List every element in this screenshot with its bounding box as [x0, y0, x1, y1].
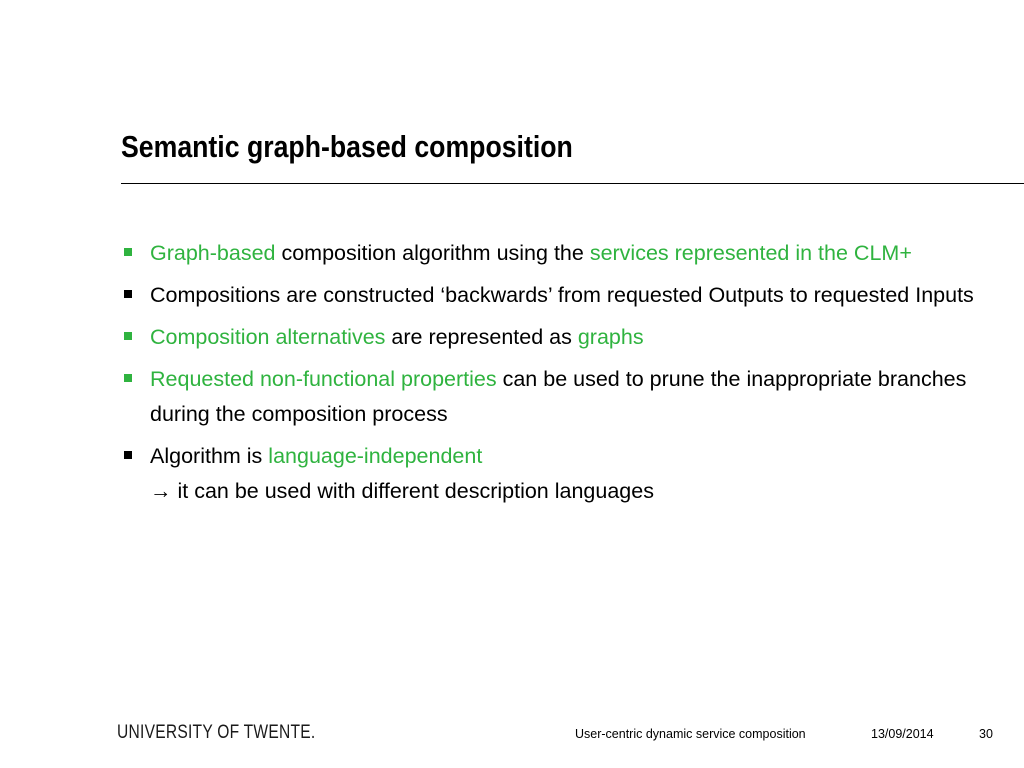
- bullet-item: [121, 362, 1001, 432]
- bullet-text-segment: language-independent: [268, 444, 483, 468]
- bullet-second-line: → it can be used with different description languages: [150, 479, 654, 503]
- page-number: 30: [979, 727, 993, 741]
- title-divider: [121, 183, 1024, 184]
- bullet-text-segment: graphs: [577, 325, 644, 349]
- bullet-text-segment: Compositions are constructed ‘backwards’ from requested Outputs to requested Inputs: [150, 283, 974, 307]
- square-bullet-icon: [124, 451, 132, 459]
- bullet-text-segment: composition algorithm using the: [275, 241, 590, 265]
- bullet-item: [121, 320, 1001, 355]
- bullet-text-segment: services represented in the CLM+: [589, 241, 912, 265]
- bullet-text-segment: Graph-based: [150, 241, 276, 265]
- bullet-list: [121, 236, 1001, 516]
- bullet-text-segment: Composition alternatives: [150, 325, 386, 349]
- bullet-item: [121, 236, 1001, 271]
- footer-presentation-title: User-centric dynamic service composition: [575, 727, 806, 741]
- square-bullet-icon: [124, 332, 132, 340]
- square-bullet-icon: [124, 290, 132, 298]
- bullet-item: [121, 278, 1001, 313]
- bullet-text-segment: are represented as: [385, 325, 578, 349]
- footer-date: 13/09/2014: [871, 727, 934, 741]
- square-bullet-icon: [124, 248, 132, 256]
- slide-title: Semantic graph-based composition: [121, 129, 573, 164]
- bullet-text-segment: can be used to prune the inappropriate branches during the composition process: [150, 367, 967, 426]
- bullet-text-segment: Requested non-functional properties: [150, 367, 497, 391]
- square-bullet-icon: [124, 374, 132, 382]
- bullet-item: [121, 439, 1001, 509]
- university-logo: UNIVERSITY OF TWENTE.: [117, 722, 316, 743]
- bullet-text-segment: Algorithm is: [150, 444, 269, 468]
